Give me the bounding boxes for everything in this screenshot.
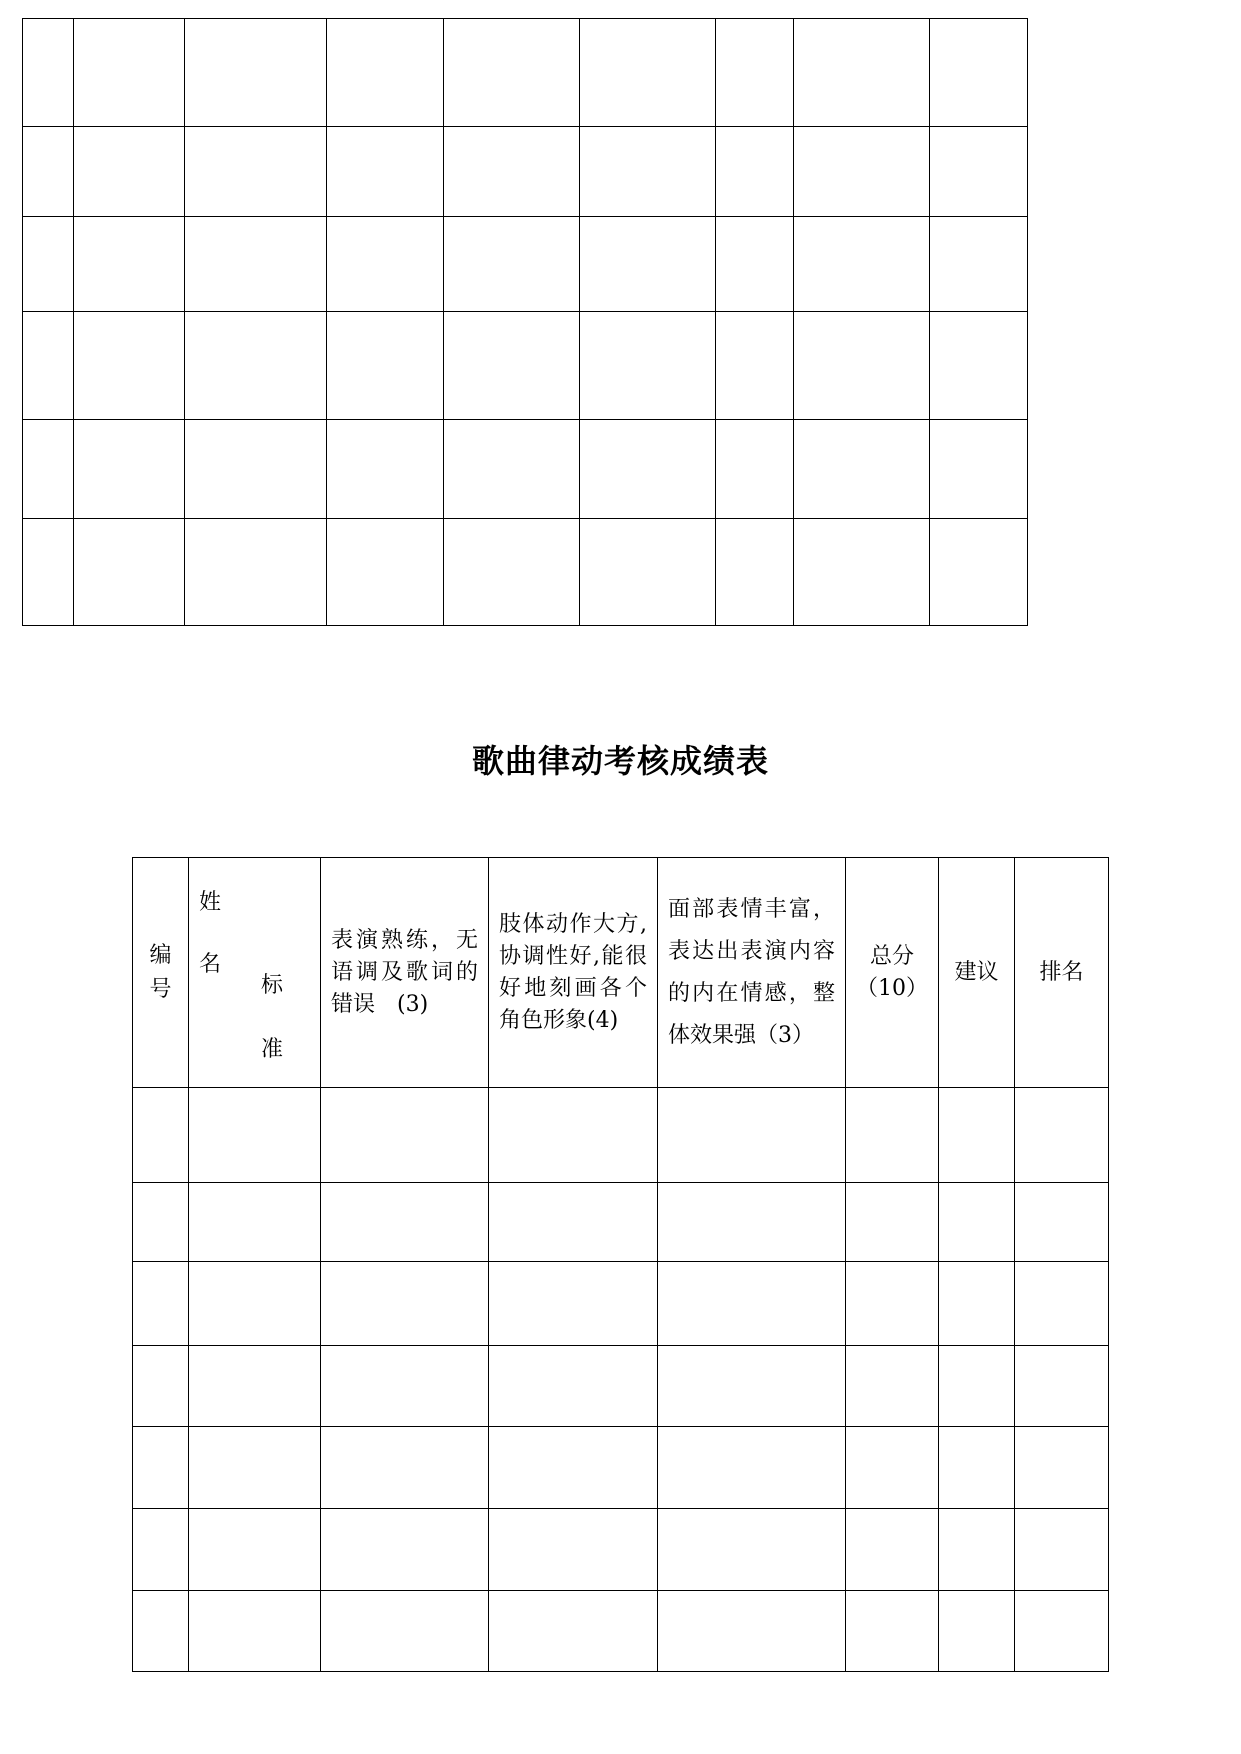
empty-cell[interactable]	[189, 1088, 321, 1183]
empty-cell[interactable]	[444, 519, 580, 626]
empty-cell[interactable]	[185, 312, 327, 420]
header-name-standard	[189, 858, 321, 1088]
empty-cell[interactable]	[846, 1591, 939, 1672]
table-row	[23, 420, 1028, 519]
empty-cell[interactable]	[930, 127, 1028, 217]
empty-cell[interactable]	[1014, 1427, 1108, 1509]
empty-cell[interactable]	[185, 19, 327, 127]
empty-cell[interactable]	[133, 1591, 189, 1672]
empty-cell[interactable]	[133, 1183, 189, 1262]
empty-cell[interactable]	[938, 1262, 1014, 1346]
empty-cell[interactable]	[489, 1509, 658, 1591]
empty-cell[interactable]	[185, 420, 327, 519]
empty-cell[interactable]	[794, 519, 930, 626]
empty-cell[interactable]	[489, 1346, 658, 1427]
empty-cell[interactable]	[938, 1427, 1014, 1509]
empty-cell[interactable]	[74, 420, 185, 519]
empty-cell[interactable]	[846, 1183, 939, 1262]
empty-cell[interactable]	[580, 420, 716, 519]
empty-cell[interactable]	[23, 127, 74, 217]
empty-cell[interactable]	[930, 420, 1028, 519]
table-row	[23, 217, 1028, 312]
empty-cell[interactable]	[189, 1346, 321, 1427]
header-number	[133, 858, 189, 1088]
empty-cell[interactable]	[74, 19, 185, 127]
empty-cell[interactable]	[658, 1088, 846, 1183]
empty-cell[interactable]	[74, 127, 185, 217]
empty-cell[interactable]	[327, 312, 444, 420]
empty-cell[interactable]	[930, 312, 1028, 420]
empty-cell[interactable]	[930, 19, 1028, 127]
table-row	[133, 1509, 1109, 1591]
empty-cell[interactable]	[1014, 1183, 1108, 1262]
empty-cell[interactable]	[938, 1509, 1014, 1591]
empty-cell[interactable]	[489, 1183, 658, 1262]
header-name-text: 姓名	[199, 890, 222, 977]
empty-cell[interactable]	[930, 519, 1028, 626]
header-criterion-3: 面部表情丰富，表达出表演内容的内在情感，整体效果强（3）	[658, 858, 846, 1088]
empty-cell[interactable]	[716, 217, 794, 312]
empty-cell[interactable]	[489, 1591, 658, 1672]
empty-cell[interactable]	[444, 312, 580, 420]
empty-cell[interactable]	[185, 519, 327, 626]
empty-cell[interactable]	[794, 127, 930, 217]
header-criterion-1: 表演熟练，无语调及歌词的错误 (3)	[321, 858, 489, 1088]
top-score-table	[22, 18, 1028, 626]
empty-cell[interactable]	[189, 1591, 321, 1672]
empty-cell[interactable]	[23, 217, 74, 312]
empty-cell[interactable]	[580, 217, 716, 312]
empty-cell[interactable]	[846, 1509, 939, 1591]
empty-cell[interactable]	[846, 1088, 939, 1183]
table-row	[133, 1427, 1109, 1509]
empty-cell[interactable]	[23, 420, 74, 519]
table-row	[133, 1088, 1109, 1183]
page-title: 歌曲律动考核成绩表	[471, 742, 769, 780]
header-row	[133, 858, 1109, 1088]
empty-cell[interactable]	[658, 1427, 846, 1509]
empty-cell[interactable]	[321, 1262, 489, 1346]
empty-cell[interactable]	[327, 519, 444, 626]
table-row	[133, 1591, 1109, 1672]
empty-cell[interactable]	[133, 1262, 189, 1346]
empty-cell[interactable]	[321, 1183, 489, 1262]
empty-cell[interactable]	[327, 19, 444, 127]
empty-cell[interactable]	[1014, 1088, 1108, 1183]
empty-cell[interactable]	[580, 312, 716, 420]
empty-cell[interactable]	[938, 1591, 1014, 1672]
empty-cell[interactable]	[489, 1088, 658, 1183]
empty-cell[interactable]	[189, 1183, 321, 1262]
empty-cell[interactable]	[133, 1088, 189, 1183]
empty-cell[interactable]	[23, 19, 74, 127]
empty-cell[interactable]	[444, 19, 580, 127]
table-row	[23, 312, 1028, 420]
empty-cell[interactable]	[321, 1088, 489, 1183]
header-standard-text: 标准	[261, 973, 284, 1062]
empty-cell[interactable]	[658, 1591, 846, 1672]
empty-cell[interactable]	[321, 1346, 489, 1427]
table-row	[133, 1183, 1109, 1262]
table-row	[133, 1262, 1109, 1346]
empty-cell[interactable]	[846, 1427, 939, 1509]
empty-cell[interactable]	[327, 127, 444, 217]
empty-cell[interactable]	[133, 1509, 189, 1591]
empty-cell[interactable]	[74, 519, 185, 626]
empty-cell[interactable]	[1014, 1346, 1108, 1427]
empty-cell[interactable]	[1014, 1262, 1108, 1346]
empty-cell[interactable]	[321, 1427, 489, 1509]
empty-cell[interactable]	[489, 1262, 658, 1346]
empty-cell[interactable]	[133, 1427, 189, 1509]
empty-cell[interactable]	[133, 1346, 189, 1427]
empty-cell[interactable]	[189, 1509, 321, 1591]
empty-cell[interactable]	[1014, 1509, 1108, 1591]
empty-cell[interactable]	[938, 1346, 1014, 1427]
empty-cell[interactable]	[846, 1262, 939, 1346]
empty-cell[interactable]	[580, 19, 716, 127]
empty-cell[interactable]	[716, 312, 794, 420]
empty-cell[interactable]	[23, 312, 74, 420]
empty-cell[interactable]	[489, 1427, 658, 1509]
empty-cell[interactable]	[23, 519, 74, 626]
table-row	[23, 127, 1028, 217]
empty-cell[interactable]	[794, 19, 930, 127]
empty-cell[interactable]	[658, 1509, 846, 1591]
empty-cell[interactable]	[444, 127, 580, 217]
empty-cell[interactable]	[185, 127, 327, 217]
empty-cell[interactable]	[794, 312, 930, 420]
header-suggestion: 建议	[938, 858, 1014, 1088]
table-row	[23, 19, 1028, 127]
empty-cell[interactable]	[794, 420, 930, 519]
header-number-text: 编号	[149, 942, 172, 1002]
empty-cell[interactable]	[327, 217, 444, 312]
empty-cell[interactable]	[74, 312, 185, 420]
empty-cell[interactable]	[74, 217, 185, 312]
empty-cell[interactable]	[1014, 1591, 1108, 1672]
header-total: 总分（10）	[846, 858, 939, 1088]
empty-cell[interactable]	[321, 1509, 489, 1591]
header-criterion-2: 肢体动作大方,协调性好,能很好地刻画各个角色形象(4)	[489, 858, 658, 1088]
empty-cell[interactable]	[580, 127, 716, 217]
empty-cell[interactable]	[846, 1346, 939, 1427]
empty-cell[interactable]	[444, 420, 580, 519]
empty-cell[interactable]	[580, 519, 716, 626]
header-rank: 排名	[1014, 858, 1108, 1088]
empty-cell[interactable]	[189, 1262, 321, 1346]
empty-cell[interactable]	[716, 420, 794, 519]
empty-cell[interactable]	[185, 217, 327, 312]
empty-cell[interactable]	[938, 1088, 1014, 1183]
empty-cell[interactable]	[716, 19, 794, 127]
score-table	[132, 857, 1109, 1672]
empty-cell[interactable]	[794, 217, 930, 312]
empty-cell[interactable]	[189, 1427, 321, 1509]
empty-cell[interactable]	[444, 217, 580, 312]
empty-cell[interactable]	[930, 217, 1028, 312]
empty-cell[interactable]	[716, 519, 794, 626]
empty-cell[interactable]	[327, 420, 444, 519]
empty-cell[interactable]	[938, 1183, 1014, 1262]
empty-cell[interactable]	[658, 1346, 846, 1427]
empty-cell[interactable]	[716, 127, 794, 217]
table-row	[133, 1346, 1109, 1427]
table-row	[23, 519, 1028, 626]
empty-cell[interactable]	[321, 1591, 489, 1672]
empty-cell[interactable]	[658, 1262, 846, 1346]
empty-cell[interactable]	[658, 1183, 846, 1262]
